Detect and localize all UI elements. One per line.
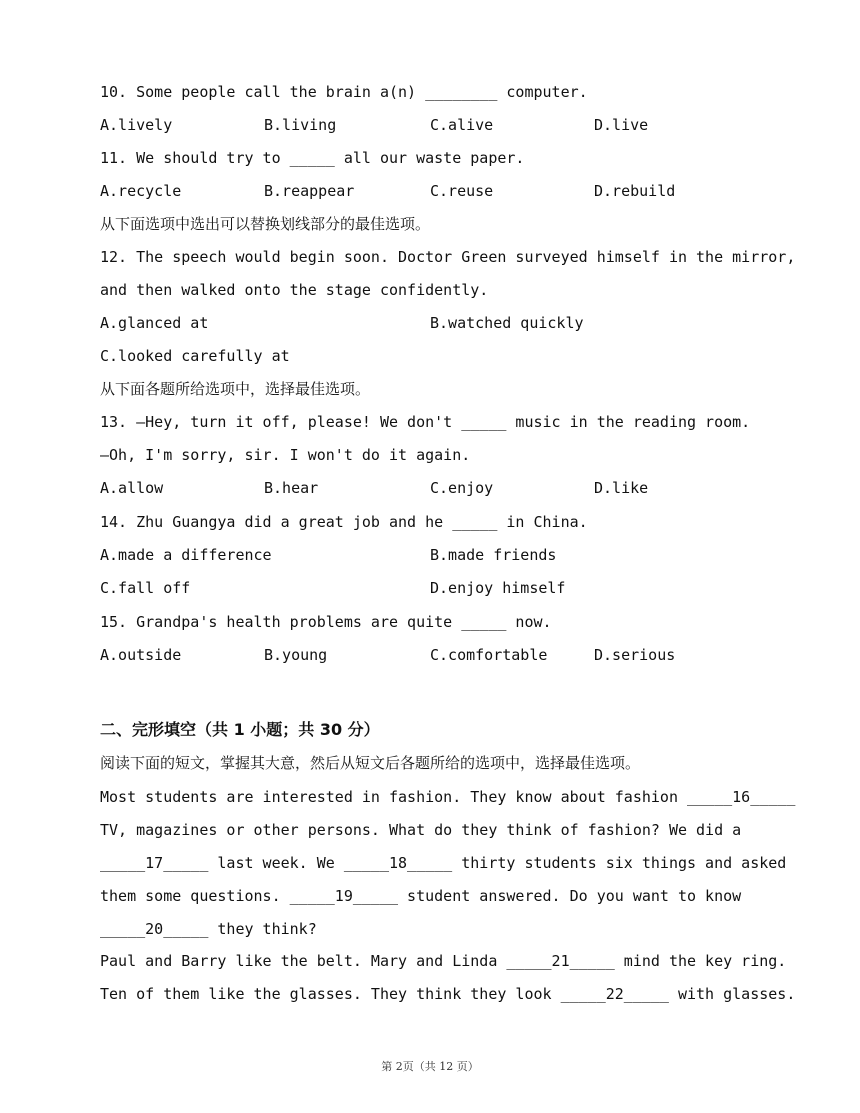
question-12-stem-line2: and then walked onto the stage confidently.	[100, 281, 489, 299]
instruction-choose: 从下面各题所给选项中，选择最佳选项。	[100, 380, 371, 398]
question-13-option-a: A.allow	[100, 479, 164, 497]
question-12-option-a: A.glanced at	[100, 314, 209, 332]
question-11-stem: 11. We should try to _____ all our waste paper.	[100, 149, 525, 167]
question-10-option-c: C.alive	[430, 116, 494, 134]
question-13-option-c: C.enjoy	[430, 479, 494, 497]
passage-line-7: Ten of them like the glasses. They think they look _____22_____ with glasses.	[100, 985, 796, 1003]
question-15-stem: 15. Grandpa's health problems are quite _____ now.	[100, 613, 552, 631]
page-footer: 第 2页（共 12 页）	[381, 1060, 479, 1073]
passage-line-5: _____20_____ they think?	[100, 920, 317, 938]
question-10-option-d: D.live	[594, 116, 649, 134]
question-11-option-a: A.recycle	[100, 182, 182, 200]
question-14-stem: 14. Zhu Guangya did a great job and he _____ in China.	[100, 513, 588, 531]
question-15-option-d: D.serious	[594, 646, 676, 664]
question-10-option-a: A.lively	[100, 116, 173, 134]
passage-line-1: Most students are interested in fashion. They know about fashion _____16_____	[100, 788, 796, 806]
question-14-option-a: A.made a difference	[100, 546, 272, 564]
question-13-option-b: B.hear	[264, 479, 319, 497]
instruction-replace: 从下面选项中选出可以替换划线部分的最佳选项。	[100, 215, 431, 233]
question-11-option-d: D.rebuild	[594, 182, 676, 200]
passage-line-3: _____17_____ last week. We _____18_____ thirty students six things and asked	[100, 854, 787, 872]
question-13-stem-line1: 13. —Hey, turn it off, please! We don't _____ music in the reading room.	[100, 413, 751, 431]
question-15-option-c: C.comfortable	[430, 646, 548, 664]
section-2-heading: 二、完形填空（共 1 小题；共 30 分）	[100, 720, 380, 739]
question-13-stem-line2: —Oh, I'm sorry, sir. I won't do it again.	[100, 446, 471, 464]
section-2-instruction: 阅读下面的短文，掌握其大意，然后从短文后各题所给的选项中，选择最佳选项。	[100, 754, 641, 772]
passage-line-2: TV, magazines or other persons. What do they think of fashion? We did a	[100, 821, 742, 839]
question-14-option-d: D.enjoy himself	[430, 579, 566, 597]
passage-line-6: Paul and Barry like the belt. Mary and Linda _____21_____ mind the key ring.	[100, 952, 787, 970]
question-11-option-c: C.reuse	[430, 182, 494, 200]
question-11-option-b: B.reappear	[264, 182, 355, 200]
question-13-option-d: D.like	[594, 479, 649, 497]
passage-line-4: them some questions. _____19_____ student answered. Do you want to know	[100, 887, 742, 905]
question-12-stem-line1: 12. The speech would begin soon. Doctor Green surveyed himself in the mirror,	[100, 248, 796, 266]
question-10-option-b: B.living	[264, 116, 337, 134]
question-10-stem: 10. Some people call the brain a(n) ________ computer.	[100, 83, 588, 101]
question-14-option-c: C.fall off	[100, 579, 191, 597]
question-15-option-a: A.outside	[100, 646, 182, 664]
question-12-option-c: C.looked carefully at	[100, 347, 290, 365]
question-14-option-b: B.made friends	[430, 546, 557, 564]
question-15-option-b: B.young	[264, 646, 328, 664]
question-12-option-b: B.watched quickly	[430, 314, 584, 332]
